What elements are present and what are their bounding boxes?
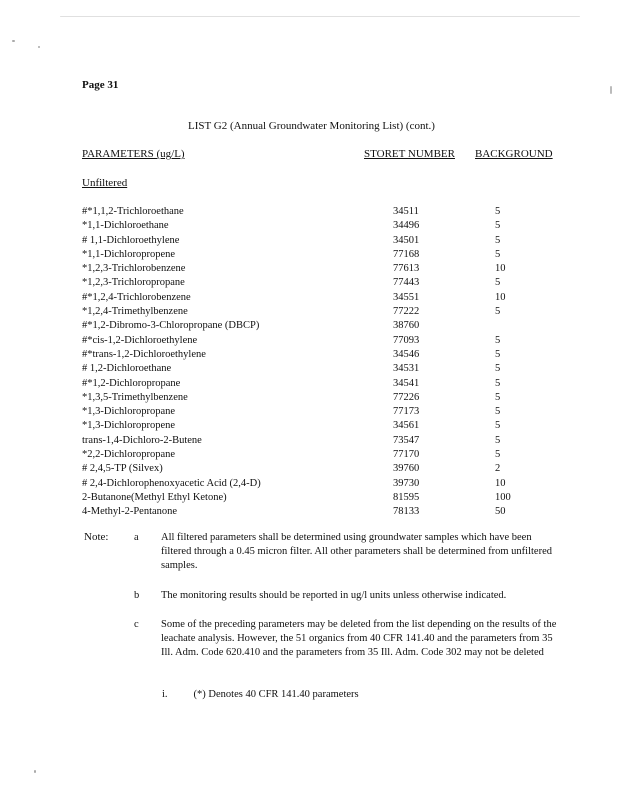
parameter-name: # 1,2-Dichloroethane	[82, 363, 172, 375]
background-value: 5	[495, 434, 501, 446]
table-row	[82, 377, 562, 391]
background-value: 5	[495, 220, 501, 232]
storet-number: 34501	[393, 234, 420, 246]
background-value: 10	[495, 263, 506, 275]
column-header-parameters: PARAMETERS (ug/L)	[82, 148, 185, 160]
note-text: Some of the preceding parameters may be deleted from the list depending on the results of the leachate analysis. However, the 51 organics from 40 CFR 141.40 and the parameters from 35 Ill. Adm. Code 620.410 and the parameters from 35 Ill. Adm. Code 302 may not be deleted	[161, 619, 557, 659]
storet-number: 77093	[393, 334, 420, 346]
background-value: 5	[495, 363, 501, 375]
background-value: 100	[495, 491, 511, 503]
parameter-name: *1,3-Dichloropropane	[82, 406, 176, 418]
parameter-name: *2,2-Dichloropropane	[82, 449, 176, 461]
table-row	[82, 319, 562, 333]
background-value: 5	[495, 406, 501, 418]
table-row	[82, 234, 562, 248]
column-header-background: BACKGROUND	[475, 148, 553, 160]
storet-number: 34551	[393, 291, 420, 303]
parameter-name: *1,2,3-Trichloropropane	[82, 277, 185, 289]
storet-number: 34531	[393, 363, 420, 375]
column-header-storet-number: STORET NUMBER	[364, 148, 455, 160]
table-row	[82, 205, 562, 219]
background-value: 5	[495, 420, 501, 432]
storet-number: 38760	[393, 320, 420, 332]
parameter-name: trans-1,4-Dichloro-2-Butene	[82, 434, 202, 446]
background-value: 50	[495, 506, 506, 518]
subnote-i	[162, 689, 359, 700]
background-value: 5	[495, 449, 501, 461]
storet-number: 77168	[393, 248, 420, 260]
parameter-name: #*1,2,4-Trichlorobenzene	[82, 291, 191, 303]
table-row	[82, 219, 562, 233]
background-value: 5	[495, 377, 501, 389]
background-value: 5	[495, 391, 501, 403]
section-heading-unfiltered: Unfiltered	[82, 177, 128, 189]
storet-number: 77226	[393, 391, 420, 403]
parameter-name: #*1,2-Dibromo-3-Chloropropane (DBCP)	[82, 320, 260, 332]
background-value: 5	[495, 248, 501, 260]
parameter-name: *1,2,3-Trichlorobenzene	[82, 263, 186, 275]
parameter-name: # 1,1-Dichloroethylene	[82, 234, 180, 246]
table-row	[82, 391, 562, 405]
storet-number: 77443	[393, 277, 420, 289]
table-row	[82, 334, 562, 348]
storet-number: 34561	[393, 420, 420, 432]
background-value: 5	[495, 234, 501, 246]
table-row	[82, 405, 562, 419]
table-row	[82, 462, 562, 476]
parameter-name: *1,1-Dichloropropene	[82, 248, 176, 260]
table-row	[82, 362, 562, 376]
storet-number: 39730	[393, 477, 420, 489]
page-number: Page 31	[82, 79, 119, 91]
storet-number: 73547	[393, 434, 420, 446]
table-row	[82, 276, 562, 290]
parameter-name: 4-Methyl-2-Pentanone	[82, 506, 178, 518]
storet-number: 34511	[393, 206, 419, 217]
table-row	[82, 262, 562, 276]
storet-number: 77170	[393, 449, 420, 461]
page-title: LIST G2 (Annual Groundwater Monitoring List) (cont.)	[188, 120, 435, 132]
parameter-name: *1,3,5-Trimethylbenzene	[82, 391, 188, 403]
background-value: 5	[495, 206, 501, 217]
parameter-name: 2-Butanone(Methyl Ethyl Ketone)	[82, 491, 227, 503]
parameter-name: #*1,1,2-Trichloroethane	[82, 206, 184, 217]
parameter-name: *1,1-Dichloroethane	[82, 220, 169, 232]
note-letter: a	[134, 532, 139, 543]
table-row	[82, 477, 562, 491]
storet-number: 34546	[393, 348, 420, 360]
storet-number: 34496	[393, 220, 420, 232]
parameter-name: #*trans-1,2-Dichloroethylene	[82, 348, 206, 360]
parameter-name: *1,2,4-Trimethylbenzene	[82, 306, 188, 318]
parameter-name: #*cis-1,2-Dichloroethylene	[82, 334, 198, 346]
background-value: 5	[495, 348, 501, 360]
parameter-name: # 2,4-Dichlorophenoxyacetic Acid (2,4-D)	[82, 477, 261, 489]
parameter-name: #*1,2-Dichloropropane	[82, 377, 181, 389]
background-value: 2	[495, 463, 501, 475]
table-row	[82, 291, 562, 305]
table-row	[82, 348, 562, 362]
background-value: 10	[495, 291, 506, 303]
table-row	[82, 434, 562, 448]
background-value: 5	[495, 306, 501, 318]
background-value: 5	[495, 334, 501, 346]
storet-number: 77222	[393, 306, 420, 318]
table-row	[82, 419, 562, 433]
parameter-table	[82, 205, 562, 520]
background-value: 5	[495, 277, 501, 289]
note-text: All filtered parameters shall be determined using groundwater samples which have been filtered through a 0.45 micron filter. All other parameters shall be determined from unfiltered samples.	[161, 532, 552, 572]
storet-number: 77613	[393, 263, 420, 275]
storet-number: 34541	[393, 377, 420, 389]
parameter-name: *1,3-Dichloropropene	[82, 420, 176, 432]
parameter-name: # 2,4,5-TP (Silvex)	[82, 463, 163, 475]
subnote-letter: i.	[162, 689, 168, 700]
table-row	[82, 491, 562, 505]
note-letter: c	[134, 619, 139, 630]
storet-number: 78133	[393, 506, 420, 518]
note-label: Note:	[84, 531, 109, 543]
table-row	[82, 448, 562, 462]
storet-number: 81595	[393, 491, 420, 503]
note-text: The monitoring results should be reported in ug/l units unless otherwise indicated.	[161, 590, 507, 601]
background-value: 10	[495, 477, 506, 489]
table-row	[82, 248, 562, 262]
storet-number: 77173	[393, 406, 420, 418]
table-row	[82, 505, 562, 519]
table-row	[82, 305, 562, 319]
subnote-text: (*) Denotes 40 CFR 141.40 parameters	[193, 689, 359, 700]
storet-number: 39760	[393, 463, 420, 475]
note-letter: b	[134, 590, 140, 601]
